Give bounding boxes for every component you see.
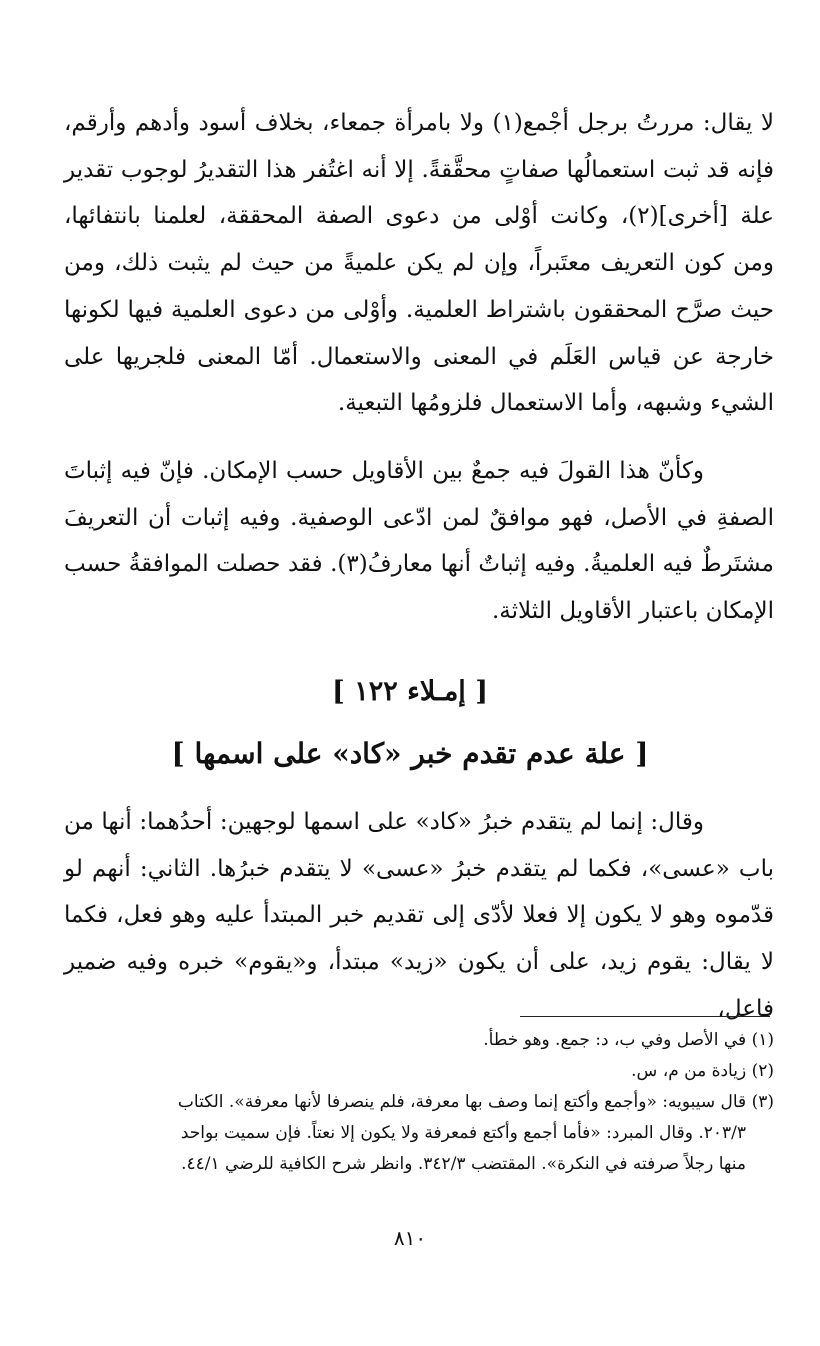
footnote-1: (١) في الأصل وفي ب، د: جمع. وهو خطأ. [483, 1030, 774, 1050]
footnotes [64, 1025, 774, 1180]
body-paragraph-1: لا يقال: مررتُ برجل أجْمع(١) ولا بامرأة جمعاء، بخلاف أسود وأدهم وأرقم، فإنه قد ثبت استعمالُها صفاتٍ محقَّقةً. إلا أنه اغتُفر هذا التقديرُ لوجوب تقدير علة [أخرى](٢)، وكانت أوْلى من دعوى الصفة المحققة، لعلمنا بانتفائها، ومن كون التعريف معتَبراً، وإن لم يكن علميةً من حيث لم يثبت ذلك، ومن حيث صرَّح المحققون باشتراط العلمية. وأوْلى من دعوى العلمية فيها لكونها خارجة عن قياس العَلَم في المعنى والاستعمال. أمّا المعنى فلجريها على الشيء وشبهه، وأما الاستعمال فلزومُها التبعية. [64, 110, 775, 417]
footnote-3-line-3: منها رجلاً صرفته في النكرة». المقتضب ٣٤٢/٣. وانظر شرح الكافية للرضي ٤٤/١. [181, 1154, 746, 1174]
section-title-heading: [ علة عدم تقدم خبر «كاد» على اسمها ] [171, 737, 649, 770]
footnote-separator [520, 1016, 770, 1017]
footnote-3-line-1: (٣) قال سيبويه: «وأجمع وأكتع إنما وصف بها معرفة، فلم ينصرفا لأنها معرفة». الكتاب [177, 1092, 774, 1112]
body-paragraph-2: وكأنّ هذا القولَ فيه جمعٌ بين الأقاويل حسب الإمكان. فإنّ فيه إثباتَ الصفةِ في الأصل، فهو موافقٌ لمن ادّعى الوصفية. وفيه إثبات أن التعريفَ مشتَرطٌ فيه العلميةُ. وفيه إثباتٌ أنها معارفُ(٣). فقد حصلت الموافقةُ حسب الإمكان باعتبار الأقاويل الثلاثة. [64, 458, 775, 625]
footnote-2: (٢) زيادة من م، س. [631, 1061, 774, 1081]
page-number: ٨١٠ [393, 1226, 427, 1250]
section-number-heading: [ إمـلاء ١٢٢ ] [332, 676, 488, 707]
body-paragraph-3: وقال: إنما لم يتقدم خبرُ «كاد» على اسمها لوجهين: أحدُهما: أنها من باب «عسى»، فكما لم يتقدم خبرُ «عسى» لا يتقدم خبرُها. الثاني: أنهم لو قدّموه وهو لا يكون إلا فعلا لأدّى إلى تقديم خبر المبتدأ عليه وهو فعل، فكما لا يقال: يقوم زيد، على أن يكون «زيد» مبتدأ، و«يقوم» خبره وفيه ضمير فاعل، [64, 809, 774, 1022]
footnote-3-line-2: ٢٠٣/٣. وقال المبرد: «فأما أجمع وأكتع فمعرفة ولا يكون إلا نعتاً. فإن سميت بواحد [180, 1123, 746, 1143]
